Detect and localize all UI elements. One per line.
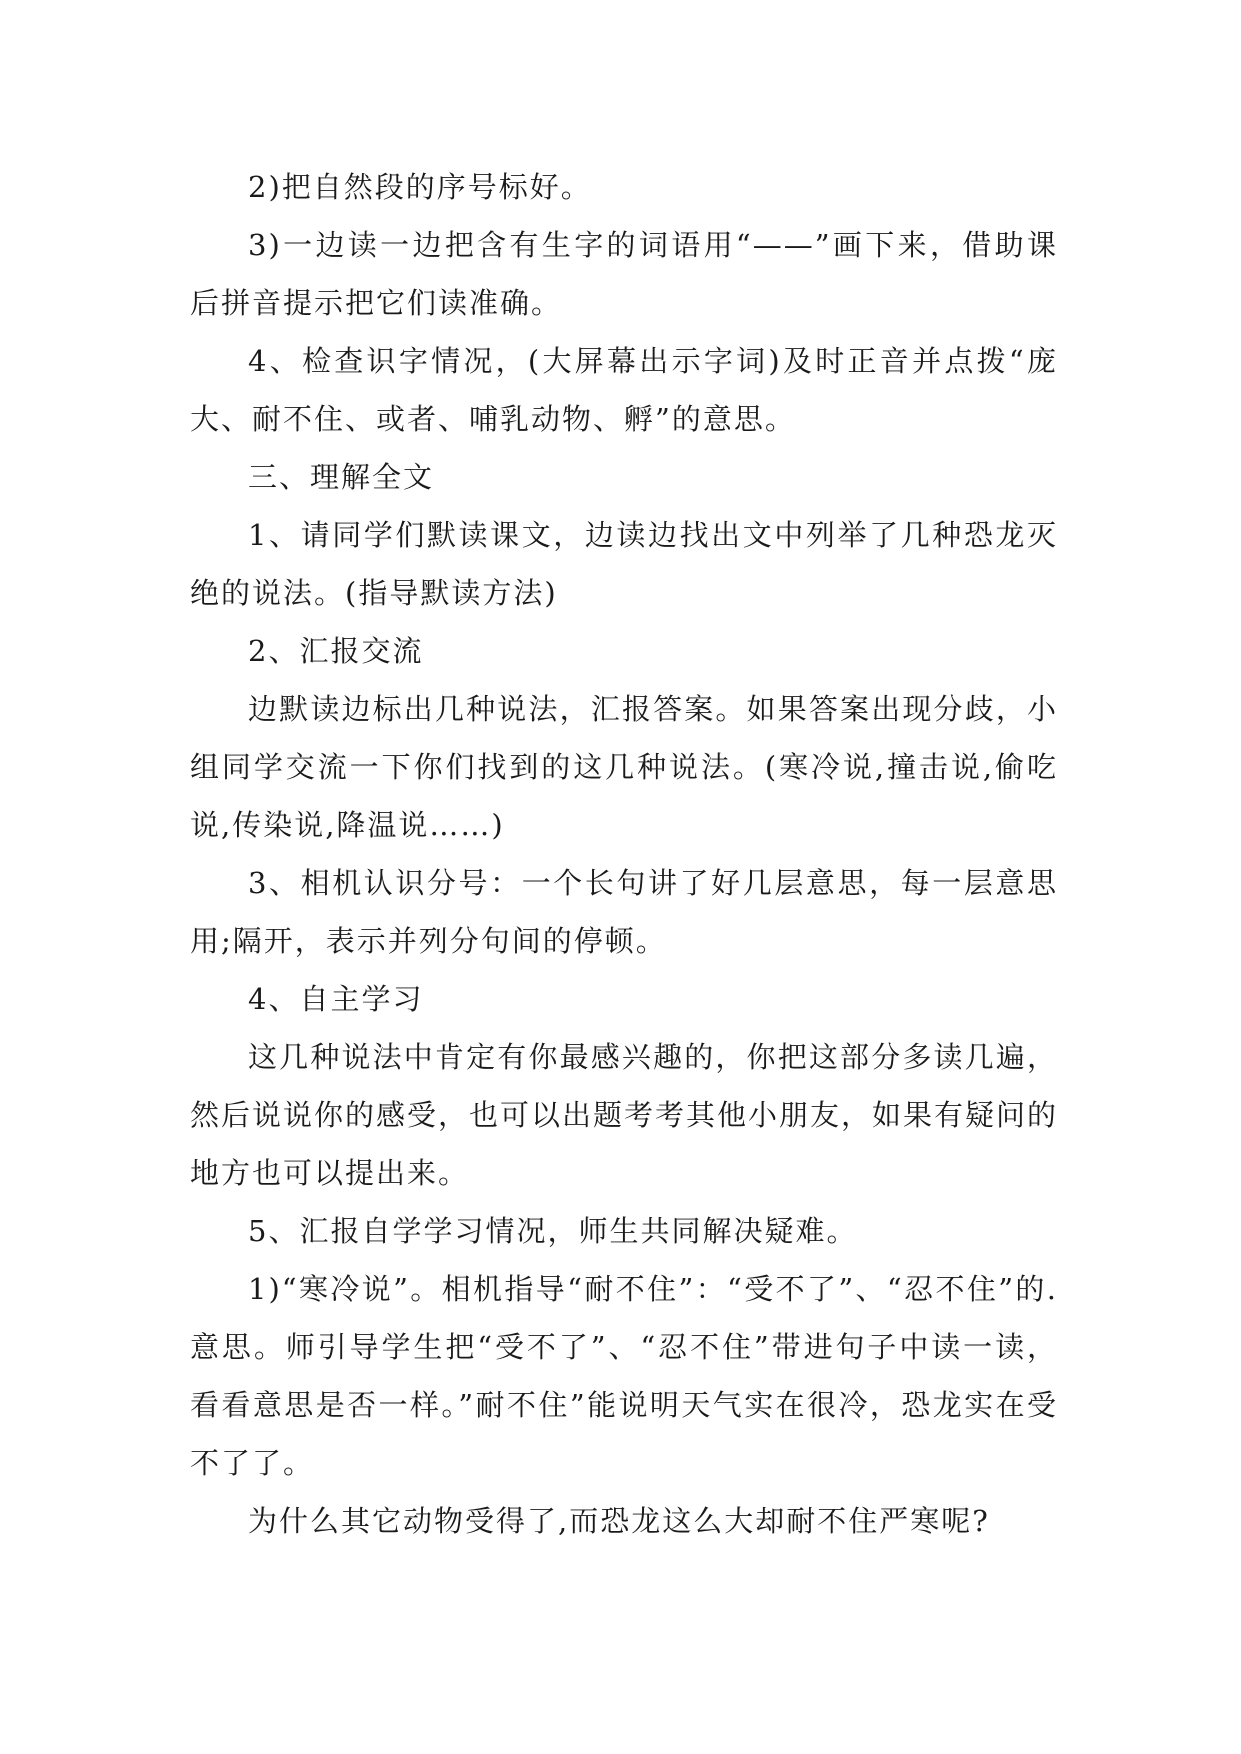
document-body bbox=[190, 158, 1058, 1550]
paragraph-report-exchange: 2、汇报交流 bbox=[248, 634, 424, 668]
paragraph-check-literacy: 4、检查识字情况，(大屏幕出示字词)及时正音并点拨“庞大、耐不住、或者、哺乳动物、孵”的意思。 bbox=[190, 344, 1058, 436]
section-heading-understand-text: 三、理解全文 bbox=[248, 460, 435, 494]
paragraph-cold-theory: 1)“寒冷说”。相机指导“耐不住”：“受不了”、“忍不住”的.意思。师引导学生把“受不了”、“忍不住”带进句子中读一读，看看意思是否一样。”耐不住”能说明天气实在很冷，恐龙实在受不了了。 bbox=[190, 1272, 1058, 1480]
paragraph-report-self-study: 5、汇报自学学习情况，师生共同解决疑难。 bbox=[248, 1214, 858, 1248]
paragraph-step-3: 3)一边读一边把含有生字的词语用“——”画下来，借助课后拼音提示把它们读准确。 bbox=[190, 228, 1058, 320]
paragraph-semicolon: 3、相机认识分号：一个长句讲了好几层意思，每一层意思用;隔开，表示并列分句间的停顿。 bbox=[190, 866, 1058, 958]
paragraph-silent-reading: 1、请同学们默读课文，边读边找出文中列举了几种恐龙灭绝的说法。(指导默读方法) bbox=[190, 518, 1058, 610]
paragraph-mark-theories: 边默读边标出几种说法，汇报答案。如果答案出现分歧，小组同学交流一下你们找到的这几种说法。(寒冷说,撞击说,偷吃说,传染说,降温说……) bbox=[190, 692, 1058, 842]
paragraph-question: 为什么其它动物受得了,而恐龙这么大却耐不住严寒呢? bbox=[248, 1504, 990, 1538]
paragraph-self-study: 这几种说法中肯定有你最感兴趣的，你把这部分多读几遍，然后说说你的感受，也可以出题考考其他小朋友，如果有疑问的地方也可以提出来。 bbox=[190, 1040, 1059, 1190]
paragraph-step-2: 2)把自然段的序号标好。 bbox=[248, 170, 592, 204]
paragraph-self-study-heading: 4、自主学习 bbox=[248, 982, 424, 1016]
